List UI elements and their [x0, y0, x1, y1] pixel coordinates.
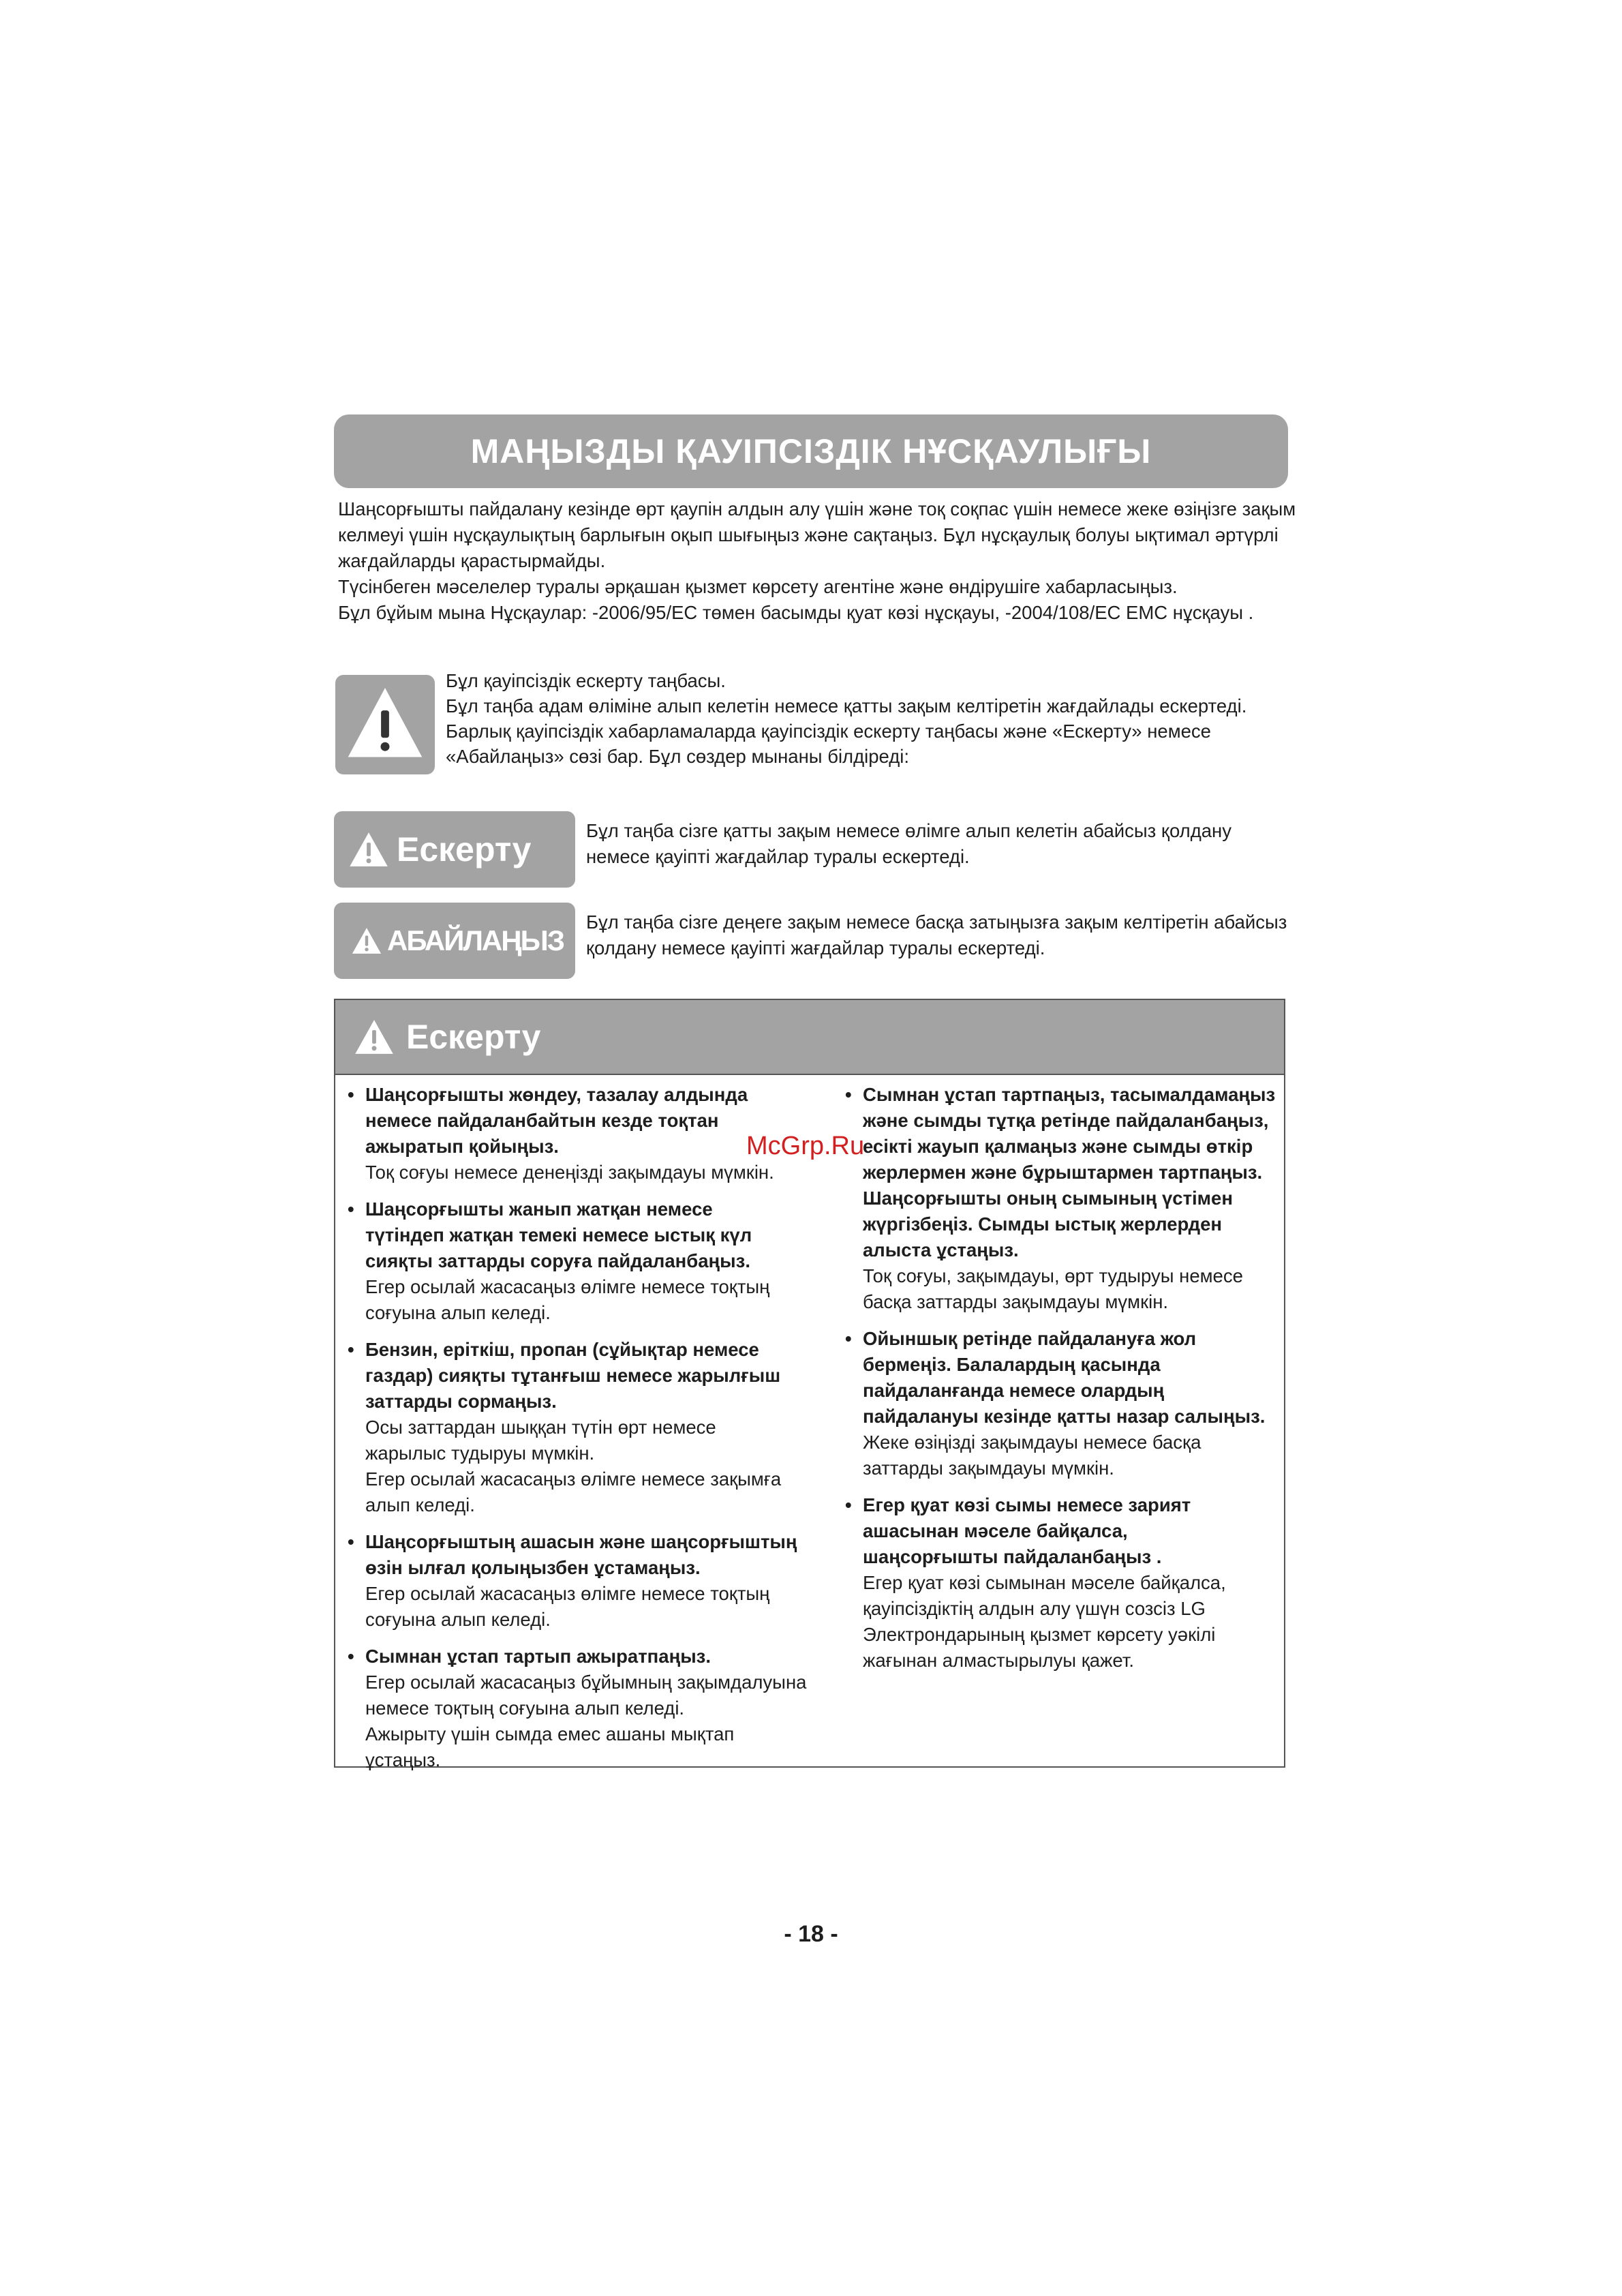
list-item	[841, 1082, 1277, 1315]
item-heading: Егер қуат көзі сымы немесе зарият ашасынан мәселе байқалса, шаңсорғышты пайдаланбаңыз .	[863, 1494, 1191, 1567]
bullet: •	[348, 1646, 354, 1667]
intro-paragraph-3: Бұл бұйым мына Нұсқаулар: -2006/95/EC төмен басымды қуат көзі нұсқауы, -2004/108/EC EMC нұсқауы .	[338, 602, 1254, 623]
item-heading: Сымнан ұстап тартпаңыз, тасымалдамаңыз және сымды тұтқа ретінде пайдаланбаңыз, есікті жауып қалмаңыз және сымды өткір жерлермен және бұрыштармен тартпаңыз. Шаңсорғышты оның сымының үстімен жүргізбеңіз. Сымды ыстық жерлерден алыста ұстаңыз.	[863, 1084, 1276, 1260]
list-item	[343, 1529, 814, 1633]
item-text: Егер қуат көзі сымынан мәселе байқалса, қауіпсіздіктің алдын алу үшүн созсіз LG Электрондарының қызмет көрсету уәкілі жағынан алмастырылуы қажет.	[863, 1572, 1226, 1671]
warning-description-text: Бұл таңба сізге қатты зақым немесе өлімге алып келетін абайсыз қолдану немесе қауіпті жағдайлар туралы ескертеді.	[586, 820, 1231, 867]
warning-panel	[334, 999, 1285, 1768]
item-text: Жеке өзіңізді зақымдауы немесе басқа заттарды зақымдауы мүмкін.	[863, 1432, 1202, 1479]
warning-label: Ескерту	[397, 830, 532, 868]
item-heading: Ойыншық ретінде пайдалануға жол бермеңіз. Балалардың қасында пайдаланғанда немесе олардың пайдалануы кезінде қатты назар салыңыз.	[863, 1328, 1266, 1427]
item-heading: Шаңсорғыштың ашасын және шаңсорғыштың өзін ылғал қолыңызбен ұстамаңыз.	[365, 1531, 797, 1578]
list-item	[343, 1082, 814, 1185]
item-text: Егер осылай жасасаңыз бұйымның зақымдалуына немесе тоқтың соғуына алып келеді. Ажырыту үшін сымда емес ашаны мықтап ұстаңыз.	[365, 1672, 807, 1770]
bullet: •	[845, 1328, 852, 1349]
warning-triangle-icon	[349, 832, 388, 867]
symbol-text-3: Барлық қауіпсіздік хабарламаларда қауіпсіздік ескерту таңбасы және «Ескерту» немесе «Абайлаңыз» сөзі бар. Бұл сөздер мынаны білдіреді:	[446, 721, 1211, 767]
warning-description	[586, 818, 1295, 870]
item-text: Егер осылай жасасаңыз өлімге немесе тоқтың соғуына алып келеді.	[365, 1583, 770, 1630]
item-text: Егер осылай жасасаңыз өлімге немесе тоқтың соғуына алып келеді.	[365, 1276, 770, 1323]
caution-description-text: Бұл таңба сізге деңеге зақым немесе басқа затыңызға зақым келтіретін абайсыз қолдану немесе қауіпті жағдайлар туралы ескертеді.	[586, 911, 1287, 958]
item-heading: Сымнан ұстап тартып ажыратпаңыз.	[365, 1646, 711, 1667]
warning-label-box	[334, 811, 575, 888]
list-item	[841, 1326, 1277, 1481]
warning-panel-title: Ескерту	[406, 1018, 541, 1056]
bullet: •	[348, 1339, 354, 1360]
item-heading: Шаңсорғышты жөндеу, тазалау алдында немесе пайдаланбайтын кезде тоқтан ажыратып қойыңыз.	[365, 1084, 748, 1157]
warning-triangle-icon	[352, 927, 382, 954]
intro-paragraph-1: Шаңсорғышты пайдалану кезінде өрт қаупін алдын алу үшін және тоқ соқпас үшін немесе жеке өзіңізге зақым келмеуі үшін нұсқаулықтың барлығын оқып шығыңыз және сақтаңыз. Бұл нұсқаулық болуы ықтимал әртүрлі жағдайларды қарастырмайды.	[338, 498, 1296, 571]
symbol-text-2: Бұл таңба адам өліміне алып келетін немесе қатты зақым келтіретін жағдайлады ескертеді.	[446, 695, 1247, 716]
item-heading: Шаңсорғышты жанып жатқан немесе түтіндеп жатқан темекі немесе ыстық күл сияқты заттарды соруға пайдаланбаңыз.	[365, 1198, 752, 1271]
caution-label: АБАЙЛАҢЫЗ	[387, 924, 564, 956]
list-item	[343, 1644, 814, 1773]
caution-description	[586, 909, 1295, 961]
caution-label-box	[334, 903, 575, 979]
bullet: •	[348, 1198, 354, 1220]
intro-paragraph-2: Түсінбеген мәселелер туралы әрқашан қызмет көрсету агентіне және өндірушіге хабарласыңыз.	[338, 576, 1178, 597]
page-number: - 18 -	[784, 1921, 838, 1947]
item-text: Тоқ соғуы, зақымдауы, өрт тудыруы немесе басқа заттарды зақымдауы мүмкін.	[863, 1265, 1243, 1312]
warning-panel-header	[335, 1000, 1284, 1075]
bullet: •	[348, 1531, 354, 1552]
intro-section	[338, 496, 1299, 626]
page-title: МАҢЫЗДЫ ҚАУІПСІЗДІК НҰСҚАУЛЫҒЫ	[334, 414, 1288, 488]
warning-triangle-icon	[335, 675, 435, 774]
list-item	[841, 1492, 1277, 1674]
warning-triangle-icon	[354, 1019, 394, 1055]
bullet: •	[348, 1084, 354, 1105]
item-text: Осы заттардан шыққан түтін өрт немесе жарылыс тудыруы мүмкін. Егер осылай жасасаңыз өлімге немесе зақымға алып келеді.	[365, 1417, 782, 1515]
bullet: •	[845, 1494, 852, 1515]
list-item	[343, 1337, 814, 1518]
symbol-text-1: Бұл қауіпсіздік ескерту таңбасы.	[446, 670, 726, 691]
warning-column-right	[841, 1082, 1277, 1685]
warning-column-left	[343, 1082, 814, 1784]
watermark: McGrp.Ru	[746, 1132, 865, 1160]
symbol-explanation	[446, 668, 1284, 769]
list-item	[343, 1196, 814, 1326]
bullet: •	[845, 1084, 852, 1105]
item-heading: Бензин, еріткіш, пропан (сұйықтар немесе газдар) сияқты тұтанғыш немесе жарылғыш заттарды сормаңыз.	[365, 1339, 781, 1412]
item-text: Тоқ соғуы немесе денеңізді зақымдауы мүмкін.	[365, 1162, 774, 1183]
